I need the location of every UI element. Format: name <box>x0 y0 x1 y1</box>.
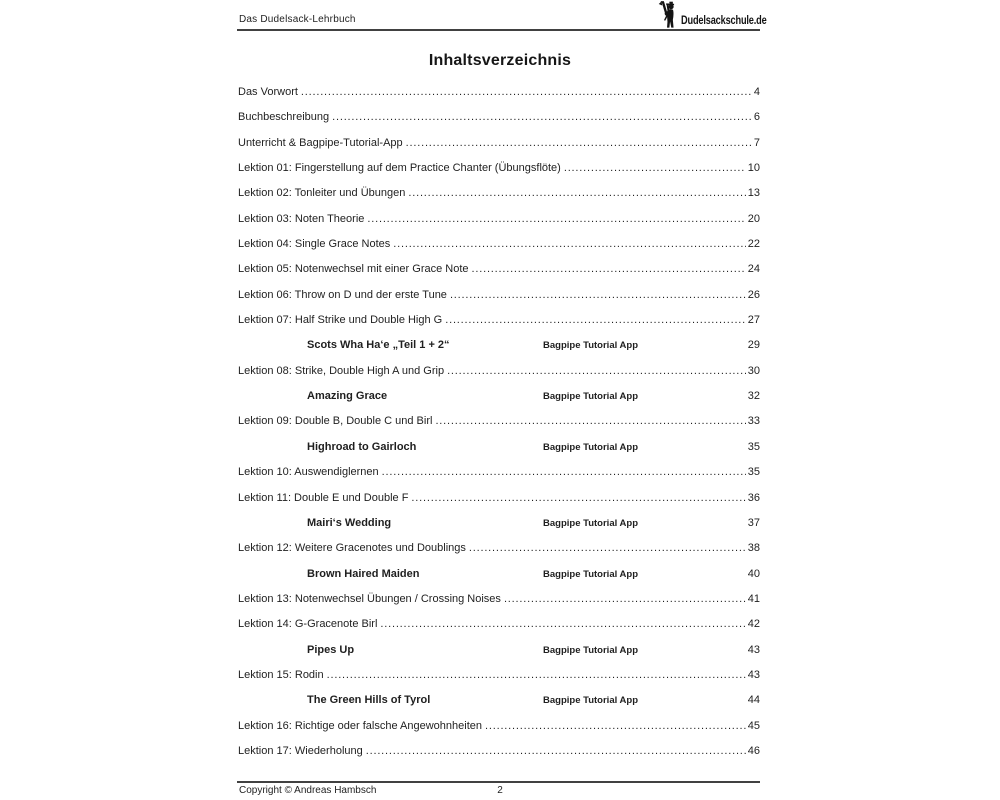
toc-entry-label: Lektion 04: Single Grace Notes <box>238 238 391 251</box>
dot-leader <box>472 257 746 282</box>
header-book-title: Das Dudelsack-Lehrbuch <box>239 14 356 25</box>
toc-entry-label: Unterricht & Bagpipe-Tutorial-App <box>238 136 403 149</box>
toc-entry-page: 10 <box>747 162 760 175</box>
toc-entry <box>238 207 760 232</box>
toc-entry-page: 24 <box>747 263 760 276</box>
toc-entry-page: 44 <box>747 694 760 707</box>
toc-entry <box>238 739 760 764</box>
toc-tune-entry <box>238 688 760 713</box>
dot-leader <box>327 663 746 688</box>
toc-entry-page: 13 <box>747 187 760 200</box>
footer-rule <box>237 781 760 783</box>
toc-entry <box>238 308 760 333</box>
toc-entry <box>238 283 760 308</box>
toc-entry-page: 26 <box>747 288 760 301</box>
toc-entry <box>238 612 760 637</box>
toc-entry-page: 42 <box>747 618 760 631</box>
toc-entry-label: Lektion 01: Fingerstellung auf dem Practice Chanter (Übungsflöte) <box>238 162 561 175</box>
toc-tune-entry <box>238 562 760 587</box>
toc-entry-label: Lektion 06: Throw on D und der erste Tune <box>238 288 447 301</box>
toc-entry-label: Lektion 09: Double B, Double C und Birl <box>238 415 433 428</box>
dot-leader <box>447 359 746 384</box>
toc-entry-page: 20 <box>747 212 760 225</box>
dot-leader <box>411 486 745 511</box>
toc-entry-label: Lektion 15: Rodin <box>238 668 324 681</box>
toc-entry-label: Lektion 03: Noten Theorie <box>238 212 365 225</box>
toc-entry-page: 27 <box>747 314 760 327</box>
toc-entry-label: Lektion 08: Strike, Double High A und Grip <box>238 364 445 377</box>
dot-leader <box>393 232 745 257</box>
dot-leader <box>564 156 746 181</box>
toc-entry-page: 32 <box>747 390 760 403</box>
bagpiper-icon <box>658 1 679 28</box>
toc-entry-label: Lektion 02: Tonleiter und Übungen <box>238 187 406 200</box>
tune-name: Brown Haired Maiden <box>307 567 420 580</box>
dot-leader <box>301 80 752 105</box>
toc-tune-entry <box>238 511 760 536</box>
toc-entry-label: Lektion 05: Notenwechsel mit einer Grace Note <box>238 263 469 276</box>
toc-entry-page: 4 <box>753 86 760 98</box>
toc-entry <box>238 663 760 688</box>
toc-entry-page: 41 <box>747 592 760 605</box>
tune-name: The Green Hills of Tyrol <box>307 694 431 707</box>
toc-entry-label: Lektion 07: Half Strike und Double High G <box>238 314 443 327</box>
tune-app-label: Bagpipe Tutorial App <box>543 695 638 707</box>
toc-entry-label: Lektion 16: Richtige oder falsche Angewohnheiten <box>238 719 483 732</box>
site-logo <box>658 1 767 28</box>
toc-entry <box>238 156 760 181</box>
toc-entry-page: 30 <box>747 364 760 377</box>
toc-entry-label: Lektion 17: Wiederholung <box>238 744 363 757</box>
tune-name: Pipes Up <box>307 643 355 656</box>
toc-tune-entry <box>238 435 760 460</box>
toc-entry-label: Das Vorwort <box>238 86 298 98</box>
tune-name: Scots Wha Ha‘e „Teil 1 + 2“ <box>307 339 450 352</box>
tune-app-label: Bagpipe Tutorial App <box>543 340 638 352</box>
toc-entry-label: Buchbeschreibung <box>238 111 330 124</box>
tune-name: Highroad to Gairloch <box>307 440 417 453</box>
dot-leader <box>485 714 746 739</box>
toc-entry <box>238 105 760 130</box>
tune-name: Mairi‘s Wedding <box>307 516 392 529</box>
toc-tune-entry <box>238 384 760 409</box>
dot-leader <box>445 308 746 333</box>
toc-entry-page: 7 <box>753 136 760 149</box>
toc-entry-page: 35 <box>747 440 760 453</box>
toc-entry <box>238 232 760 257</box>
toc-entry-page: 22 <box>747 238 760 251</box>
tune-app-label: Bagpipe Tutorial App <box>543 517 638 529</box>
toc-entry-page: 40 <box>747 567 760 580</box>
toc-entry-page: 43 <box>747 643 760 656</box>
tune-app-label: Bagpipe Tutorial App <box>543 391 638 403</box>
toc-entry <box>238 257 760 282</box>
page-title: Inhaltsverzeichnis <box>428 52 572 69</box>
dot-leader <box>380 612 745 637</box>
header-rule <box>237 29 760 31</box>
toc-entry-page: 37 <box>747 516 760 529</box>
dot-leader <box>450 283 746 308</box>
toc-entry <box>238 714 760 739</box>
toc-entry <box>238 536 760 561</box>
toc-entry-label: Lektion 11: Double E und Double F <box>238 491 409 504</box>
tune-app-label: Bagpipe Tutorial App <box>543 441 638 453</box>
dot-leader <box>435 409 745 434</box>
toc-entry-page: 6 <box>753 111 760 124</box>
tune-app-label: Bagpipe Tutorial App <box>543 644 638 656</box>
toc-entry-label: Lektion 12: Weitere Gracenotes und Doublings <box>238 542 466 555</box>
toc-list <box>238 80 760 764</box>
dot-leader <box>367 207 745 232</box>
toc-entry-page: 43 <box>747 668 760 681</box>
toc-entry <box>238 486 760 511</box>
toc-entry-page: 33 <box>747 415 760 428</box>
toc-entry-label: Lektion 10: Auswendiglernen <box>238 466 379 479</box>
toc-entry-page: 29 <box>747 339 760 352</box>
footer-copyright: Copyright © Andreas Hambsch <box>239 785 377 796</box>
dot-leader <box>406 131 752 156</box>
toc-entry-page: 38 <box>747 542 760 555</box>
toc-entry-page: 35 <box>747 466 760 479</box>
dot-leader <box>469 536 746 561</box>
tune-app-label: Bagpipe Tutorial App <box>543 568 638 580</box>
toc-entry-page: 46 <box>747 744 760 757</box>
dot-leader <box>366 739 746 764</box>
dot-leader <box>408 181 745 206</box>
toc-entry <box>238 409 760 434</box>
dot-leader <box>382 460 746 485</box>
footer-page-number: 2 <box>497 785 503 796</box>
dot-leader <box>504 587 746 612</box>
toc-entry-page: 45 <box>747 719 760 732</box>
toc-entry <box>238 359 760 384</box>
toc-entry <box>238 587 760 612</box>
toc-entry <box>238 80 760 105</box>
toc-entry-label: Lektion 14: G-Gracenote Birl <box>238 618 378 631</box>
toc-entry-label: Lektion 13: Notenwechsel Übungen / Crossing Noises <box>238 592 501 605</box>
logo-text: Dudelsackschule.de <box>681 15 767 27</box>
toc-entry <box>238 131 760 156</box>
toc-entry <box>238 181 760 206</box>
toc-tune-entry <box>238 638 760 663</box>
toc-tune-entry <box>238 333 760 358</box>
toc-entry-page: 36 <box>747 491 760 504</box>
toc-entry <box>238 460 760 485</box>
dot-leader <box>332 105 752 130</box>
tune-name: Amazing Grace <box>307 390 388 403</box>
